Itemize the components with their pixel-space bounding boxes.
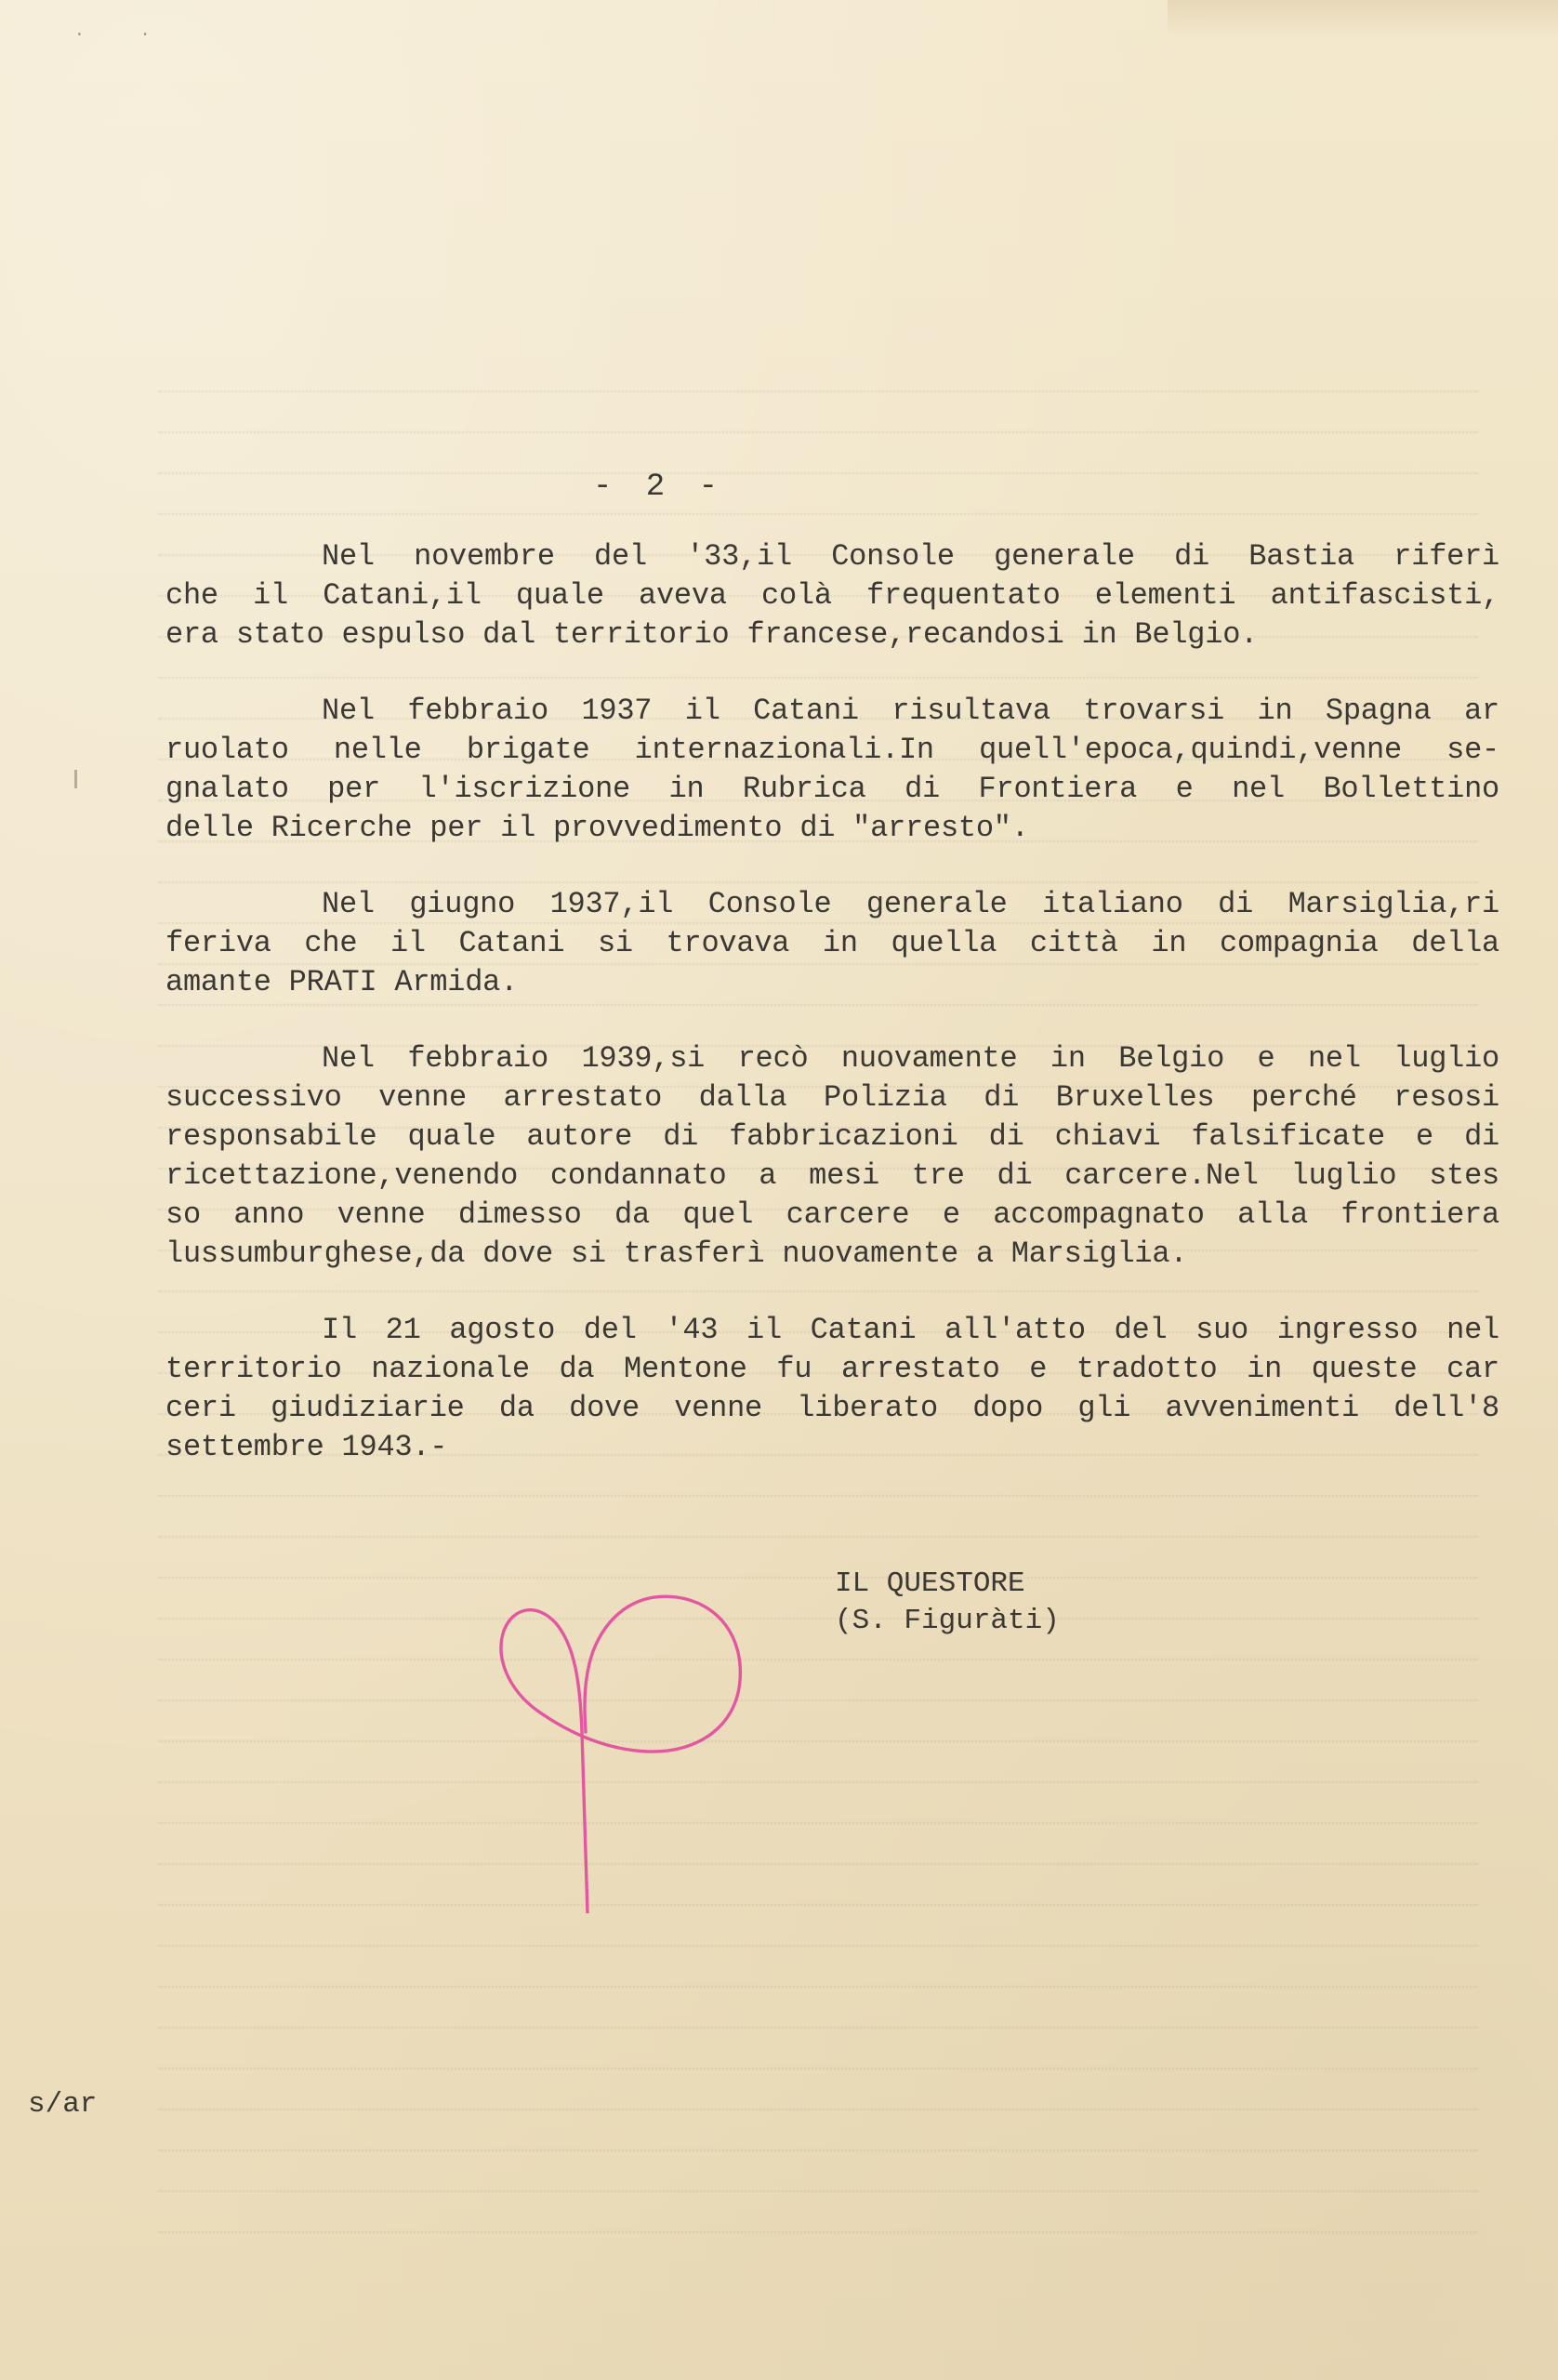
text-line: delle Ricerche per il provvedimento di "arresto". — [165, 811, 1029, 845]
typist-initials: s/ar — [28, 2088, 98, 2121]
document-body — [165, 537, 1499, 1504]
text-line: settembre 1943.- — [165, 1430, 448, 1464]
text-line: feriva che il Catani si trovava in quella città in compagnia della — [165, 926, 1499, 960]
paragraph — [165, 537, 1499, 654]
text-line: Nel febbraio 1939,si recò nuovamente in Belgio e nel luglio — [322, 1041, 1499, 1076]
signatory-name: (S. Figuràti) — [835, 1605, 1060, 1637]
paragraph — [165, 1311, 1499, 1467]
page-number: - 2 - — [593, 469, 726, 505]
text-line: gnalato per l'iscrizione in Rubrica di Frontiera e nel Bollettino — [165, 772, 1499, 806]
text-line: successivo venne arrestato dalla Polizia di Bruxelles perché resosi — [165, 1080, 1499, 1115]
text-line: ruolato nelle brigate internazionali.In quell'epoca,quindi,venne se- — [165, 733, 1499, 767]
text-line: ricettazione,venendo condannato a mesi tre di carcere.Nel luglio stes — [165, 1158, 1499, 1193]
text-line: amante PRATI Armida. — [165, 965, 519, 999]
text-line: responsabile quale autore di fabbricazioni di chiavi falsificate e di — [165, 1119, 1499, 1154]
text-line: territorio nazionale da Mentone fu arrestato e tradotto in queste car — [165, 1352, 1499, 1386]
text-line: Nel febbraio 1937 il Catani risultava trovarsi in Spagna ar — [322, 694, 1499, 728]
corner-marks: ·· — [74, 26, 206, 45]
paper-fold-shadow — [1168, 0, 1558, 37]
paragraph — [165, 1039, 1499, 1274]
paragraph — [165, 885, 1499, 1002]
signatory-title: IL QUESTORE — [835, 1567, 1025, 1600]
text-line: lussumburghese,da dove si trasferì nuovamente a Marsiglia. — [165, 1236, 1188, 1271]
text-line: Nel novembre del '33,il Console generale di Bastia riferì — [322, 539, 1499, 574]
paragraph — [165, 692, 1499, 848]
text-line: Nel giugno 1937,il Console generale italiano di Marsiglia,ri — [322, 887, 1499, 921]
text-line: era stato espulso dal territorio francese,recandosi in Belgio. — [165, 617, 1259, 652]
handwritten-signature — [483, 1541, 762, 1913]
text-line: so anno venne dimesso da quel carcere e accompagnato alla frontiera — [165, 1197, 1499, 1232]
text-line: ceri giudiziarie da dove venne liberato dopo gli avvenimenti dell'8 — [165, 1391, 1499, 1425]
margin-mark — [74, 770, 77, 788]
text-line: che il Catani,il quale aveva colà frequentato elementi antifascisti, — [165, 578, 1499, 613]
signature-block — [835, 1566, 1060, 1640]
text-line: Il 21 agosto del '43 il Catani all'atto del suo ingresso nel — [322, 1313, 1499, 1347]
